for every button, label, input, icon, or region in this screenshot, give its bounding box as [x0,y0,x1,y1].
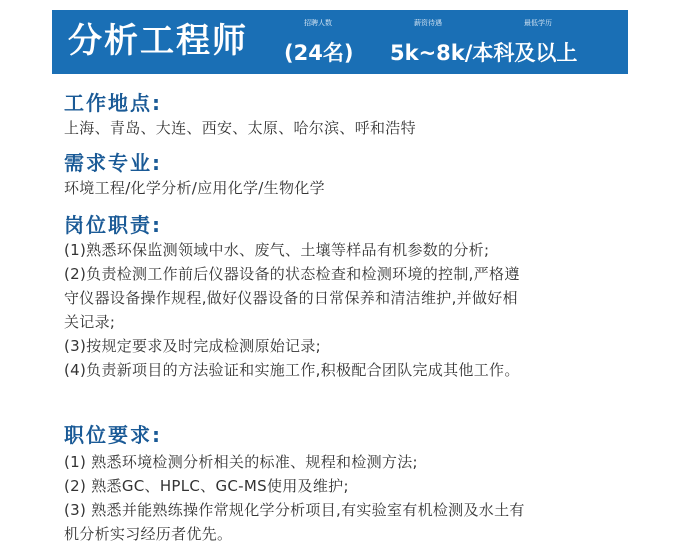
job-title: 分析工程师 [68,21,248,61]
job-header-banner [52,10,628,74]
education-caption: 最低学历 [524,19,552,27]
requirements-list [64,450,644,546]
requirement-line: 机分析实习经历者优先。 [64,525,233,543]
duties-list [64,238,644,382]
duty-line: 关记录; [64,313,116,331]
duty-line: (2)负责检测工作前后仪器设备的状态检查和检测环境的控制,严格遵 [64,265,520,283]
duty-line: (1)熟悉环保监测领域中水、废气、土壤等样品有机参数的分析; [64,241,490,259]
major-heading: 需求专业: [64,151,162,175]
duty-line: (4)负责新项目的方法验证和实施工作,积极配合团队完成其他工作。 [64,361,520,379]
headcount-caption: 招聘人数 [304,19,332,27]
location-heading: 工作地点: [64,91,162,115]
salary-caption: 薪资待遇 [414,19,442,27]
duty-line: (3)按规定要求及时完成检测原始记录; [64,337,322,355]
duty-line: 守仪器设备操作规程,做好仪器设备的日常保养和清洁维护,并做好相 [64,289,518,307]
duties-heading: 岗位职责: [64,213,162,237]
requirement-line: (3) 熟悉并能熟练操作常规化学分析项目,有实验室有机检测及水土有 [64,501,525,519]
requirements-heading: 职位要求: [64,423,162,447]
headcount: (24名) [284,41,354,65]
requirement-line: (1) 熟悉环境检测分析相关的标准、规程和检测方法; [64,453,418,471]
salary-education: 5k~8k/本科及以上 [390,41,578,65]
requirement-line: (2) 熟悉GC、HPLC、GC-MS使用及维护; [64,477,349,495]
location-text: 上海、青岛、大连、西安、太原、哈尔滨、呼和浩特 [64,119,416,137]
major-text: 环境工程/化学分析/应用化学/生物化学 [64,179,325,197]
